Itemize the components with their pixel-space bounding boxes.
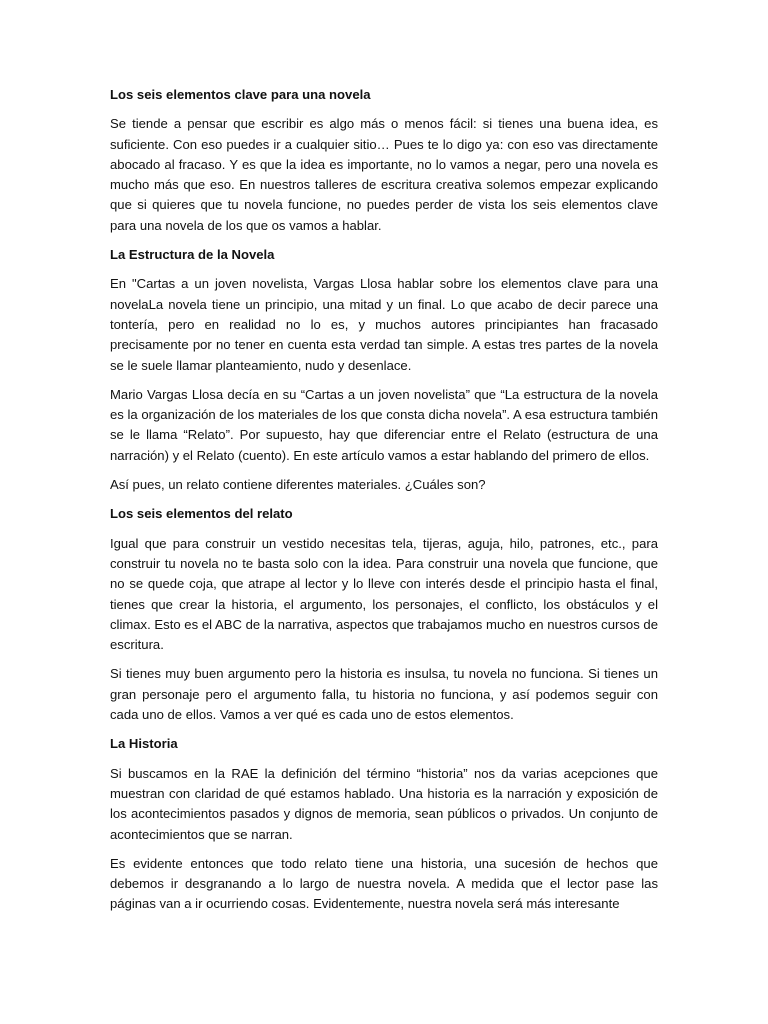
paragraph: Si tienes muy buen argumento pero la historia es insulsa, tu novela no funciona. Si tienes un gran personaje pero el argumento falla, tu historia no funciona, y así podemos seguir con cada uno de ellos. Vamos a ver qué es cada uno de estos elementos. (110, 666, 658, 723)
section-heading-estructura: La Estructura de la Novela (110, 247, 275, 263)
paragraph: Si buscamos en la RAE la definición del término “historia” nos da varias acepciones que muestran con claridad de qué estamos hablado. Una historia es la narración y exposición de los acontecimientos pasados y dignos de memoria, sean públicos o privados. Un conjunto de acontecimientos que se narran. (110, 765, 658, 842)
paragraph: Así pues, un relato contiene diferentes materiales. ¿Cuáles son? (110, 477, 486, 493)
document-title: Los seis elementos clave para una novela (110, 87, 371, 102)
paragraph: Se tiende a pensar que escribir es algo más o menos fácil: si tienes una buena idea, es suficiente. Con eso puedes ir a cualquier sitio… Pues te lo digo ya: con eso vas directamente abocado al fracaso. Y es que la idea es importante, no lo vamos a negar, pero una novela es mucho más que eso. En nuestros talleres de escritura creativa solemos empezar explicando que si quieres que tu novela funcione, no puedes perder de vista los seis elementos clave para una novela de los que os vamos a hablar. (110, 116, 658, 233)
section-heading-elementos: Los seis elementos del relato (110, 506, 293, 522)
paragraph: Mario Vargas Llosa decía en su “Cartas a un joven novelista” que “La estructura de la novela es la organización de los materiales de los que consta dicha novela”. A esa estructura también se le llama “Relato”. Por supuesto, hay que diferenciar entre el Relato (estructura de una narración) y el Relato (cuento). En este artículo vamos a estar hablando del primero de ellos. (110, 386, 658, 463)
document-body (110, 85, 658, 915)
paragraph: Igual que para construir un vestido necesitas tela, tijeras, aguja, hilo, patrones, etc., para construir tu novela no te basta solo con la idea. Para construir una novela que funcione, que no se quede coja, que atrape al lector y lo lleve con interés desde el principio hasta el final, tienes que crear la historia, el argumento, los personajes, el conflicto, los obstáculos y el climax. Esto es el ABC de la narrativa, aspectos que trabajamos mucho en nuestros cursos de escritura. (110, 535, 658, 653)
section-heading-historia: La Historia (110, 736, 178, 752)
paragraph: En "Cartas a un joven novelista, Vargas Llosa hablar sobre los elementos clave para una novelaLa novela tiene un principio, una mitad y un final. Lo que acabo de decir parece una tontería, pero en realidad no lo es, y muchos autores principiantes han fracasado precisamente por no tener en cuenta esta verdad tan simple. A estas tres partes de la novela se le suele llamar planteamiento, nudo y desenlace. (110, 276, 658, 373)
paragraph: Es evidente entonces que todo relato tiene una historia, una sucesión de hechos que debemos ir desgranando a lo largo de nuestra novela. A medida que el lector pase las páginas van a ir ocurriendo cosas. Evidentemente, nuestra novela será más interesante (110, 855, 658, 912)
